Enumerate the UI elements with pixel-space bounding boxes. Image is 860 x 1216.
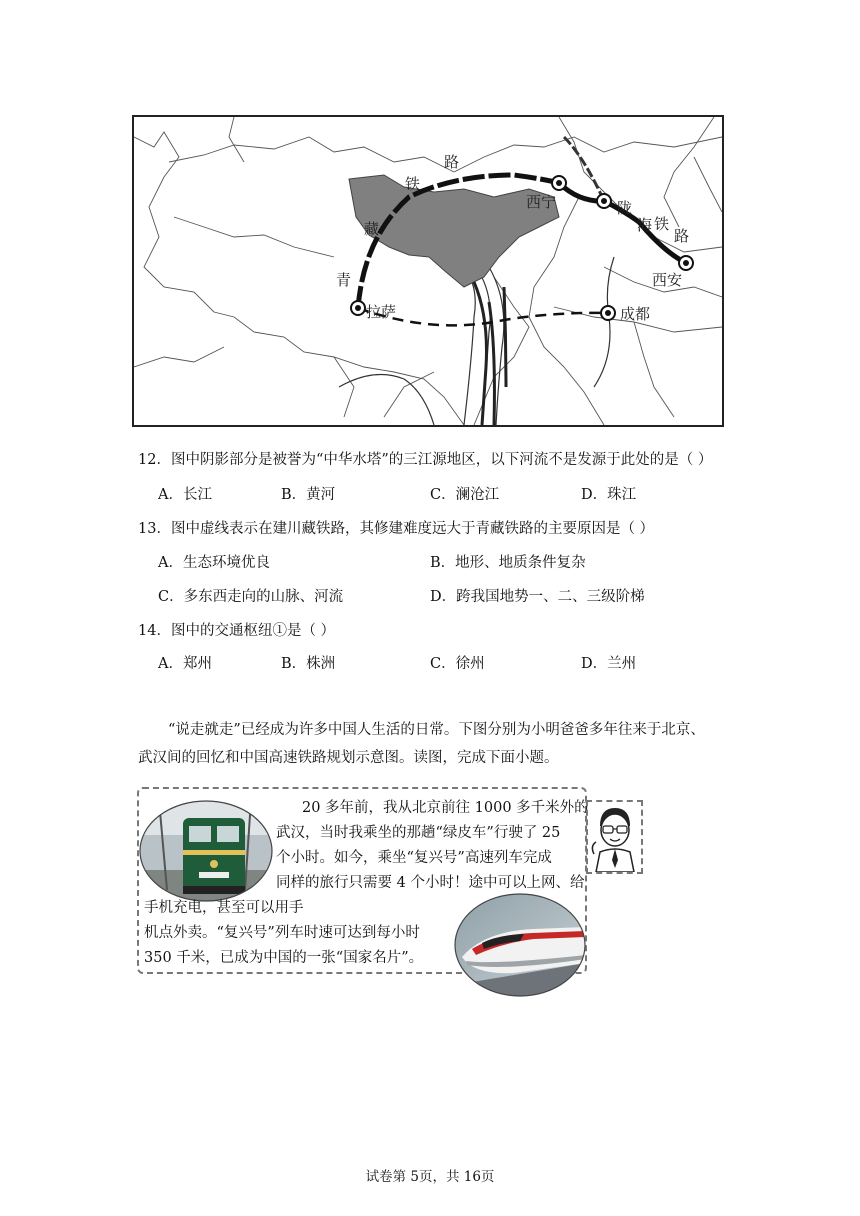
- q14-option-c[interactable]: C．徐州: [430, 656, 485, 672]
- father-avatar-icon: [588, 802, 641, 872]
- label-lu: 路: [444, 153, 460, 171]
- story-line-1: 20 多年前，我从北京前往 1000 多千米外的: [302, 800, 589, 816]
- railway-map: [132, 115, 724, 427]
- label-chengdu: 成都: [620, 305, 651, 323]
- label-zang: 藏: [364, 220, 380, 238]
- reading-intro: [138, 716, 738, 772]
- label-long: 陇: [617, 199, 633, 217]
- avatar-box: [586, 800, 643, 874]
- label-tie: 铁: [405, 175, 421, 193]
- label-lhasa: 拉萨: [366, 303, 397, 321]
- q13-option-c[interactable]: C．多东西走向的山脉、河流: [158, 589, 344, 605]
- q12-option-c[interactable]: C．澜沧江: [430, 487, 500, 503]
- intro-line-1: “说走就走”已经成为许多中国人生活的日常。下图分别为小明爸爸多年往来于北京、: [168, 722, 705, 738]
- q12-option-d[interactable]: D．珠江: [581, 487, 637, 503]
- question-13-stem: 13．图中虚线表示在建川藏铁路，其修建难度远大于青藏铁路的主要原因是（ ）: [138, 521, 655, 537]
- high-speed-train-image: [454, 893, 586, 997]
- q13-option-a[interactable]: A．生态环境优良: [158, 555, 270, 571]
- question-12-stem: 12．图中阴影部分是被誉为“中华水塔”的三江源地区，以下河流不是发源于此处的是（ ）: [138, 452, 713, 468]
- q12-option-a[interactable]: A．长江: [158, 487, 212, 503]
- map-svg: [134, 117, 722, 425]
- rivers: [339, 257, 614, 425]
- story-line-3: 个小时。如今，乘坐“复兴号”高速列车完成: [276, 850, 552, 866]
- label-qing: 青: [336, 271, 352, 289]
- story-line-4: 同样的旅行只需要 4 个小时！途中可以上网、给: [276, 875, 585, 891]
- label-tie2: 铁: [654, 215, 670, 233]
- story-line-5: 手机充电，甚至可以用手: [144, 900, 304, 916]
- question-14-stem: 14．图中的交通枢纽①是（ ）: [138, 623, 336, 639]
- q13-option-d[interactable]: D．跨我国地势一、二、三级阶梯: [430, 589, 645, 605]
- green-train-image: [139, 800, 273, 902]
- label-lu2: 路: [674, 227, 690, 245]
- province-boundaries: [134, 117, 722, 425]
- q14-option-b[interactable]: B．株洲: [281, 656, 336, 672]
- story-line-2: 武汉，当时我乘坐的那趟“绿皮车”行驶了 25: [276, 825, 561, 841]
- story-line-7: 350 千米，已成为中国的一张“国家名片”。: [144, 950, 424, 966]
- q14-option-d[interactable]: D．兰州: [581, 656, 637, 672]
- label-hai: 海: [637, 216, 653, 234]
- label-xian: 西安: [652, 271, 683, 289]
- page-footer: 试卷第 5页，共 16页: [365, 1169, 495, 1185]
- q14-option-a[interactable]: A．郑州: [158, 656, 212, 672]
- q13-option-b[interactable]: B．地形、地质条件复杂: [430, 555, 586, 571]
- q12-option-b[interactable]: B．黄河: [281, 487, 336, 503]
- label-xining: 西宁: [526, 193, 557, 211]
- intro-line-2: 武汉间的回忆和中国高速铁路规划示意图。读图，完成下面小题。: [138, 750, 559, 766]
- story-line-6: 机点外卖。“复兴号”列车时速可达到每小时: [144, 925, 420, 941]
